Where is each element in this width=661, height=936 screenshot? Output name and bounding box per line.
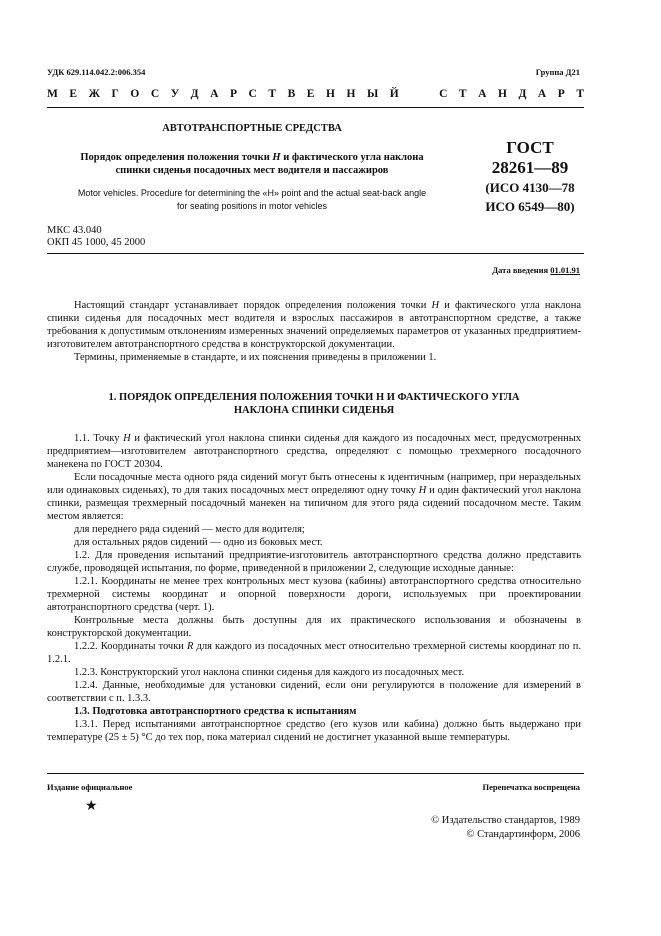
- standard-banner: М Е Ж Г О С У Д А Р С Т В Е Н Н Ы Й С Т А Н Д А Р Т: [47, 88, 584, 100]
- paragraph: 1.2.3. Конструкторский угол наклона спинки сиденья для каждого из посадочных мест.: [74, 667, 465, 678]
- en-title: Motor vehicles. Procedure for determining the «H» point and the actual seat-back angle for seating positions in motor vehicles: [77, 188, 427, 211]
- section-1-title: 1. ПОРЯДОК ОПРЕДЕЛЕНИЯ ПОЛОЖЕНИЯ ТОЧКИ H И ФАКТИЧЕСКОГО УГЛА НАКЛОНА СПИНКИ СИДЕНЬЯ: [108, 392, 520, 416]
- paragraph: 1.2. Для проведения испытаний предприятие-изготовитель автотранспортного средства должно представить службе, проводящей испытания, по форме, приведенной в приложении 2, следующие исходные данные:: [47, 550, 581, 574]
- subsection-title: 1.3. Подготовка автотранспортного средства к испытаниям: [74, 706, 357, 717]
- intro-date: Дата введения 01.01.91: [492, 265, 580, 275]
- group-code: Группа Д21: [535, 67, 580, 77]
- paragraph: для переднего ряда сидений — место для водителя;: [74, 524, 305, 535]
- section-1-body: [47, 432, 581, 744]
- paragraph: Контрольные места должны быть доступны для их практического использования и обозначены в конструкторской документации.: [47, 615, 581, 639]
- copyright-1989: © Издательство стандартов, 1989: [431, 815, 580, 826]
- classification-codes: МКС 43.040 ОКП 45 1000, 45 2000: [47, 225, 146, 248]
- udk-code: УДК 629.114.042.2:006.354: [47, 67, 146, 77]
- intro-paragraph: Настоящий стандарт устанавливает порядок определения положения точки H и фактического угла наклона спинки сиденья для посадочных мест водителя и взрослых пассажиров в автотранспортном средстве, а также требования к допустимым отклонениям измеренных значений определяемых параметров от указанных предприятием-изготовителем автотранспортного средства в конструкторской документации.: [47, 300, 581, 350]
- footer-rule: [47, 773, 584, 774]
- ru-title: Порядок определения положения точки H и фактического угла наклона спинки сиденья посадочных мест водителя и пассажиров: [80, 152, 424, 176]
- codes-rule: [47, 253, 584, 254]
- star-icon: ★: [85, 799, 98, 814]
- reprint-notice: Перепечатка воспрещена: [482, 782, 580, 792]
- paragraph: 1.1. Точку H и фактический угол наклона спинки сиденья для каждого из посадочных мест, предусмотренных предприятием—изготовителем автотранспортного средства, определяют с помощью трехмерного посадочного манекена по ГОСТ 20304.: [47, 433, 581, 470]
- paragraph: 1.2.2. Координаты точки R для каждого из посадочных мест относительно трехмерной системы координат по п. 1.2.1.: [47, 641, 581, 665]
- intro-paragraph: Термины, применяемые в стандарте, и их пояснения приведены в приложении 1.: [74, 352, 437, 363]
- paragraph: 1.2.1. Координаты не менее трех контрольных мест кузова (кабины) автотранспортного средства относительно трехмерной системы координат и опорной поверхности дороги, используемых при проектировании автотранспортного средства (черт. 1).: [47, 576, 581, 613]
- intro-text: [47, 299, 581, 364]
- header-rule: [47, 107, 584, 108]
- copyright-2006: © Стандартинформ, 2006: [466, 829, 580, 840]
- paragraph: 1.2.4. Данные, необходимые для установки сидений, если они регулируются в положение для измерений в соответствии с п. 1.3.3.: [47, 680, 581, 704]
- paragraph: Если посадочные места одного ряда сидений могут быть отнесены к идентичным (например, при нераздельных или одинаковых сиденьях), то для таких посадочных мест определяют одну точку H и один фактический угол наклона спинки, размещая трехмерный посадочный манекен на типичном для этого ряда сидений посадочном месте. Таким местом является:: [47, 472, 581, 522]
- gost-designation: ГОСТ 28261—89 (ИСО 4130—78 ИСО 6549—80): [485, 138, 575, 214]
- category-title: АВТОТРАНСПОРТНЫЕ СРЕДСТВА: [162, 123, 342, 134]
- paragraph: для остальных рядов сидений — одно из боковых мест.: [74, 537, 323, 548]
- paragraph: 1.3.1. Перед испытаниями автотранспортное средство (его кузов или кабина) должно быть выдержано при температуре (25 ± 5) °С до тех пор, пока материал сидений не достигнет указанной выше температуры.: [47, 719, 581, 743]
- official-edition: Издание официальное: [47, 782, 133, 792]
